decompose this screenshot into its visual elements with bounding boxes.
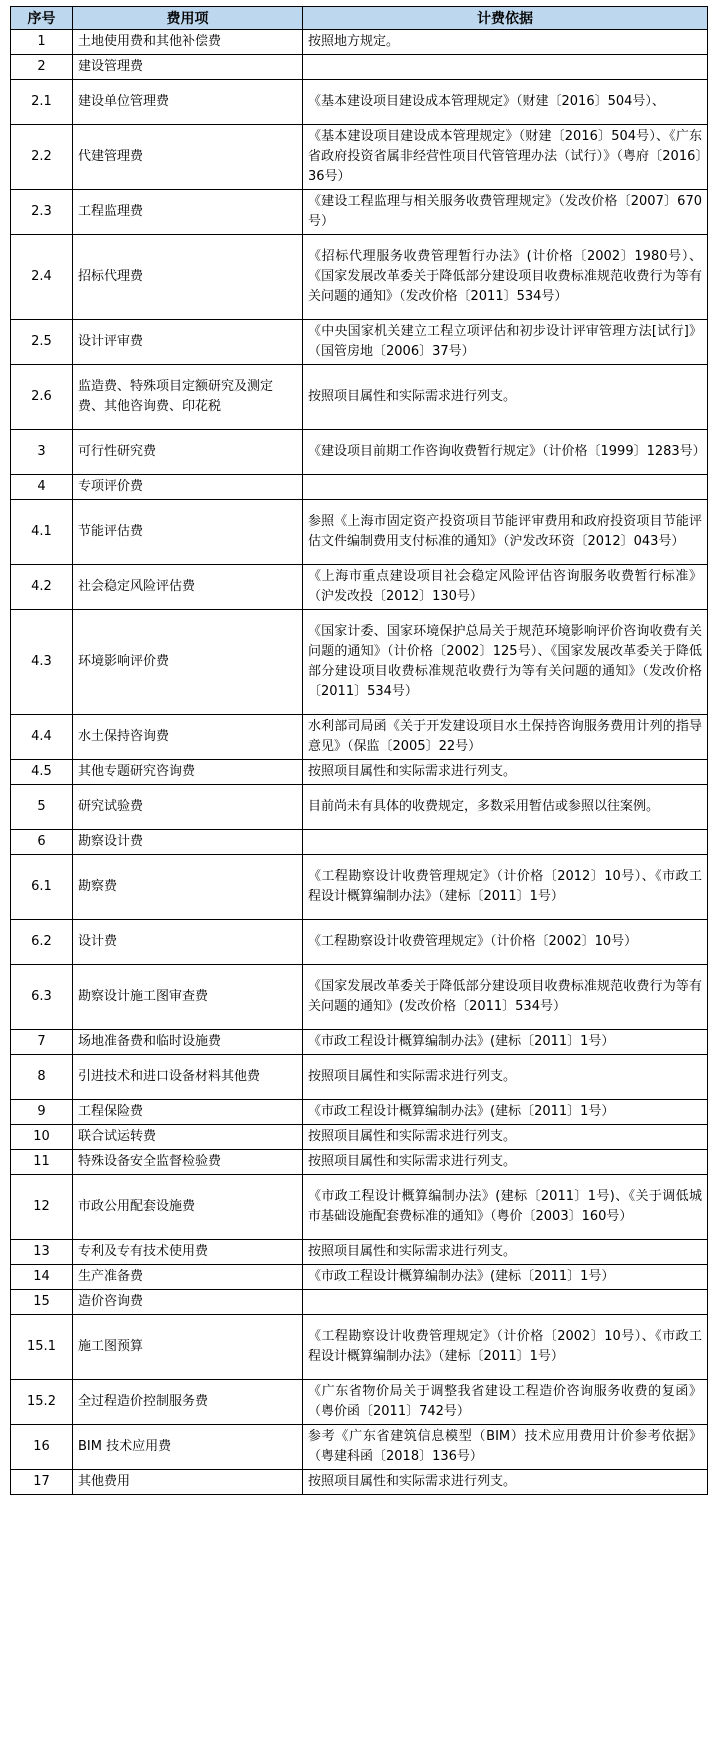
- cell-serial-number: 6: [11, 830, 73, 855]
- cell-billing-basis: 按照项目属性和实际需求进行列支。: [303, 365, 708, 430]
- cell-serial-number: 16: [11, 1425, 73, 1470]
- table-row: [11, 1175, 708, 1240]
- cell-billing-basis: 《中央国家机关建立工程立项评估和初步设计评审管理方法[试行]》（国管房地〔2006〕37号）: [303, 320, 708, 365]
- cell-billing-basis: 《建设项目前期工作咨询收费暂行规定》（计价格〔1999〕1283号）: [303, 430, 708, 475]
- cell-fee-item: 节能评估费: [73, 500, 303, 565]
- cell-billing-basis: 按照项目属性和实际需求进行列支。: [303, 760, 708, 785]
- table-row: [11, 1315, 708, 1380]
- header-fee-item: 费用项: [73, 7, 303, 30]
- cell-serial-number: 1: [11, 30, 73, 55]
- table-row: [11, 235, 708, 320]
- cell-billing-basis: [303, 55, 708, 80]
- cell-fee-item: 社会稳定风险评估费: [73, 565, 303, 610]
- table-row: [11, 1380, 708, 1425]
- cell-fee-item: 建设单位管理费: [73, 80, 303, 125]
- cell-billing-basis: 参考《广东省建筑信息模型（BIM）技术应用费用计价参考依据》（粤建科函〔2018〕136号）: [303, 1425, 708, 1470]
- cell-fee-item: 特殊设备安全监督检验费: [73, 1150, 303, 1175]
- table-row: [11, 1030, 708, 1055]
- cell-serial-number: 9: [11, 1100, 73, 1125]
- table-row: [11, 830, 708, 855]
- cell-fee-item: 可行性研究费: [73, 430, 303, 475]
- cell-fee-item: 场地准备费和临时设施费: [73, 1030, 303, 1055]
- cell-billing-basis: 《基本建设项目建设成本管理规定》（财建〔2016〕504号）、《广东省政府投资省属非经营性项目代管管理办法（试行）》（粤府〔2016〕36号）: [303, 125, 708, 190]
- cell-serial-number: 2.5: [11, 320, 73, 365]
- table-row: [11, 1470, 708, 1495]
- cell-billing-basis: 《基本建设项目建设成本管理规定》（财建〔2016〕504号）、: [303, 80, 708, 125]
- cell-billing-basis: 《建设工程监理与相关服务收费管理规定》（发改价格〔2007〕670号）: [303, 190, 708, 235]
- cell-fee-item: 生产准备费: [73, 1265, 303, 1290]
- cell-fee-item: 招标代理费: [73, 235, 303, 320]
- table-row: [11, 1100, 708, 1125]
- cell-fee-item: 施工图预算: [73, 1315, 303, 1380]
- cell-serial-number: 17: [11, 1470, 73, 1495]
- table-row: [11, 1265, 708, 1290]
- cell-billing-basis: [303, 1290, 708, 1315]
- cell-serial-number: 2.4: [11, 235, 73, 320]
- cell-fee-item: 其他费用: [73, 1470, 303, 1495]
- cell-fee-item: 专项评价费: [73, 475, 303, 500]
- cell-serial-number: 2: [11, 55, 73, 80]
- cell-fee-item: 设计费: [73, 920, 303, 965]
- cell-fee-item: 设计评审费: [73, 320, 303, 365]
- cell-billing-basis: 按照项目属性和实际需求进行列支。: [303, 1470, 708, 1495]
- cell-fee-item: 引进技术和进口设备材料其他费: [73, 1055, 303, 1100]
- table-header: [11, 7, 708, 30]
- cell-serial-number: 6.1: [11, 855, 73, 920]
- cell-serial-number: 11: [11, 1150, 73, 1175]
- cell-fee-item: 勘察费: [73, 855, 303, 920]
- table-row: [11, 1125, 708, 1150]
- table-row: [11, 785, 708, 830]
- table-row: [11, 565, 708, 610]
- header-row: [11, 7, 708, 30]
- table-row: [11, 1290, 708, 1315]
- cell-serial-number: 8: [11, 1055, 73, 1100]
- cell-fee-item: 环境影响评价费: [73, 610, 303, 715]
- cell-fee-item: 全过程造价控制服务费: [73, 1380, 303, 1425]
- cell-serial-number: 13: [11, 1240, 73, 1265]
- cell-serial-number: 6.2: [11, 920, 73, 965]
- table-row: [11, 715, 708, 760]
- cell-billing-basis: 《工程勘察设计收费管理规定》（计价格〔2012〕10号）、《市政工程设计概算编制办法》（建标〔2011〕1号）: [303, 855, 708, 920]
- table-row: [11, 1150, 708, 1175]
- cell-fee-item: 勘察设计施工图审查费: [73, 965, 303, 1030]
- table-row: [11, 30, 708, 55]
- header-serial-number: 序号: [11, 7, 73, 30]
- cell-billing-basis: 按照项目属性和实际需求进行列支。: [303, 1240, 708, 1265]
- cell-billing-basis: [303, 830, 708, 855]
- table-row: [11, 55, 708, 80]
- table-row: [11, 760, 708, 785]
- cell-fee-item: BIM 技术应用费: [73, 1425, 303, 1470]
- table-row: [11, 430, 708, 475]
- cell-serial-number: 2.3: [11, 190, 73, 235]
- cell-fee-item: 其他专题研究咨询费: [73, 760, 303, 785]
- cell-serial-number: 7: [11, 1030, 73, 1055]
- cell-serial-number: 5: [11, 785, 73, 830]
- cell-billing-basis: 参照《上海市固定资产投资项目节能评审费用和政府投资项目节能评估文件编制费用支付标准的通知》（沪发改环资〔2012〕043号）: [303, 500, 708, 565]
- cell-billing-basis: 《招标代理服务收费管理暂行办法》(计价格〔2002〕1980号）、《国家发展改革委关于降低部分建设项目收费标准规范收费行为等有关问题的通知》（发改价格〔2011〕534号）: [303, 235, 708, 320]
- cell-billing-basis: [303, 475, 708, 500]
- table-row: [11, 610, 708, 715]
- cell-fee-item: 市政公用配套设施费: [73, 1175, 303, 1240]
- cell-billing-basis: 按照项目属性和实际需求进行列支。: [303, 1125, 708, 1150]
- cell-serial-number: 2.2: [11, 125, 73, 190]
- table-row: [11, 1240, 708, 1265]
- cell-billing-basis: 《广东省物价局关于调整我省建设工程造价咨询服务收费的复函》（粤价函〔2011〕742号）: [303, 1380, 708, 1425]
- cell-fee-item: 联合试运转费: [73, 1125, 303, 1150]
- cell-serial-number: 15.2: [11, 1380, 73, 1425]
- table-row: [11, 965, 708, 1030]
- cell-fee-item: 勘察设计费: [73, 830, 303, 855]
- cell-billing-basis: 《市政工程设计概算编制办法》(建标〔2011〕1号)、《关于调低城市基础设施配套费标准的通知》（粤价〔2003〕160号）: [303, 1175, 708, 1240]
- table-row: [11, 190, 708, 235]
- cell-fee-item: 造价咨询费: [73, 1290, 303, 1315]
- cell-billing-basis: 按照项目属性和实际需求进行列支。: [303, 1055, 708, 1100]
- table-row: [11, 80, 708, 125]
- cell-serial-number: 4.4: [11, 715, 73, 760]
- table-row: [11, 855, 708, 920]
- cell-fee-item: 工程保险费: [73, 1100, 303, 1125]
- cell-fee-item: 专利及专有技术使用费: [73, 1240, 303, 1265]
- table-row: [11, 320, 708, 365]
- table-row: [11, 1425, 708, 1470]
- cell-serial-number: 4.5: [11, 760, 73, 785]
- cell-billing-basis: 《上海市重点建设项目社会稳定风险评估咨询服务收费暂行标准》（沪发改投〔2012〕130号）: [303, 565, 708, 610]
- cell-serial-number: 15: [11, 1290, 73, 1315]
- cell-serial-number: 14: [11, 1265, 73, 1290]
- table-row: [11, 125, 708, 190]
- cell-fee-item: 监造费、特殊项目定额研究及测定费、其他咨询费、印花税: [73, 365, 303, 430]
- table-row: [11, 365, 708, 430]
- cell-billing-basis: 《国家发展改革委关于降低部分建设项目收费标准规范收费行为等有关问题的通知》(发改价格〔2011〕534号）: [303, 965, 708, 1030]
- cell-billing-basis: 《工程勘察设计收费管理规定》（计价格〔2002〕10号）: [303, 920, 708, 965]
- cell-serial-number: 4.2: [11, 565, 73, 610]
- header-billing-basis: 计费依据: [303, 7, 708, 30]
- cell-fee-item: 土地使用费和其他补偿费: [73, 30, 303, 55]
- fee-basis-table: [10, 6, 708, 1495]
- table-row: [11, 475, 708, 500]
- table-row: [11, 500, 708, 565]
- cell-billing-basis: 《市政工程设计概算编制办法》(建标〔2011〕1号）: [303, 1030, 708, 1055]
- table-row: [11, 920, 708, 965]
- cell-fee-item: 建设管理费: [73, 55, 303, 80]
- cell-fee-item: 研究试验费: [73, 785, 303, 830]
- table-body: [11, 30, 708, 1495]
- cell-serial-number: 2.1: [11, 80, 73, 125]
- cell-serial-number: 4.1: [11, 500, 73, 565]
- cell-billing-basis: 按照地方规定。: [303, 30, 708, 55]
- cell-billing-basis: 水利部司局函《关于开发建设项目水土保持咨询服务费用计列的指导意见》（保监〔2005〕22号）: [303, 715, 708, 760]
- cell-billing-basis: 《工程勘察设计收费管理规定》（计价格〔2002〕10号）、《市政工程设计概算编制办法》（建标〔2011〕1号）: [303, 1315, 708, 1380]
- cell-billing-basis: 目前尚未有具体的收费规定，多数采用暂估或参照以往案例。: [303, 785, 708, 830]
- cell-serial-number: 4: [11, 475, 73, 500]
- cell-serial-number: 15.1: [11, 1315, 73, 1380]
- cell-billing-basis: 按照项目属性和实际需求进行列支。: [303, 1150, 708, 1175]
- cell-fee-item: 代建管理费: [73, 125, 303, 190]
- cell-fee-item: 水土保持咨询费: [73, 715, 303, 760]
- cell-billing-basis: 《国家计委、国家环境保护总局关于规范环境影响评价咨询收费有关问题的通知》（计价格〔2002〕125号）、《国家发展改革委关于降低部分建设项目收费标准规范收费行为等有关问题的通知》（发改价格〔2011〕534号）: [303, 610, 708, 715]
- cell-billing-basis: 《市政工程设计概算编制办法》(建标〔2011〕1号）: [303, 1100, 708, 1125]
- cell-serial-number: 6.3: [11, 965, 73, 1030]
- cell-serial-number: 4.3: [11, 610, 73, 715]
- cell-serial-number: 10: [11, 1125, 73, 1150]
- cell-fee-item: 工程监理费: [73, 190, 303, 235]
- cell-serial-number: 3: [11, 430, 73, 475]
- table-row: [11, 1055, 708, 1100]
- cell-serial-number: 2.6: [11, 365, 73, 430]
- cell-serial-number: 12: [11, 1175, 73, 1240]
- cell-billing-basis: 《市政工程设计概算编制办法》(建标〔2011〕1号）: [303, 1265, 708, 1290]
